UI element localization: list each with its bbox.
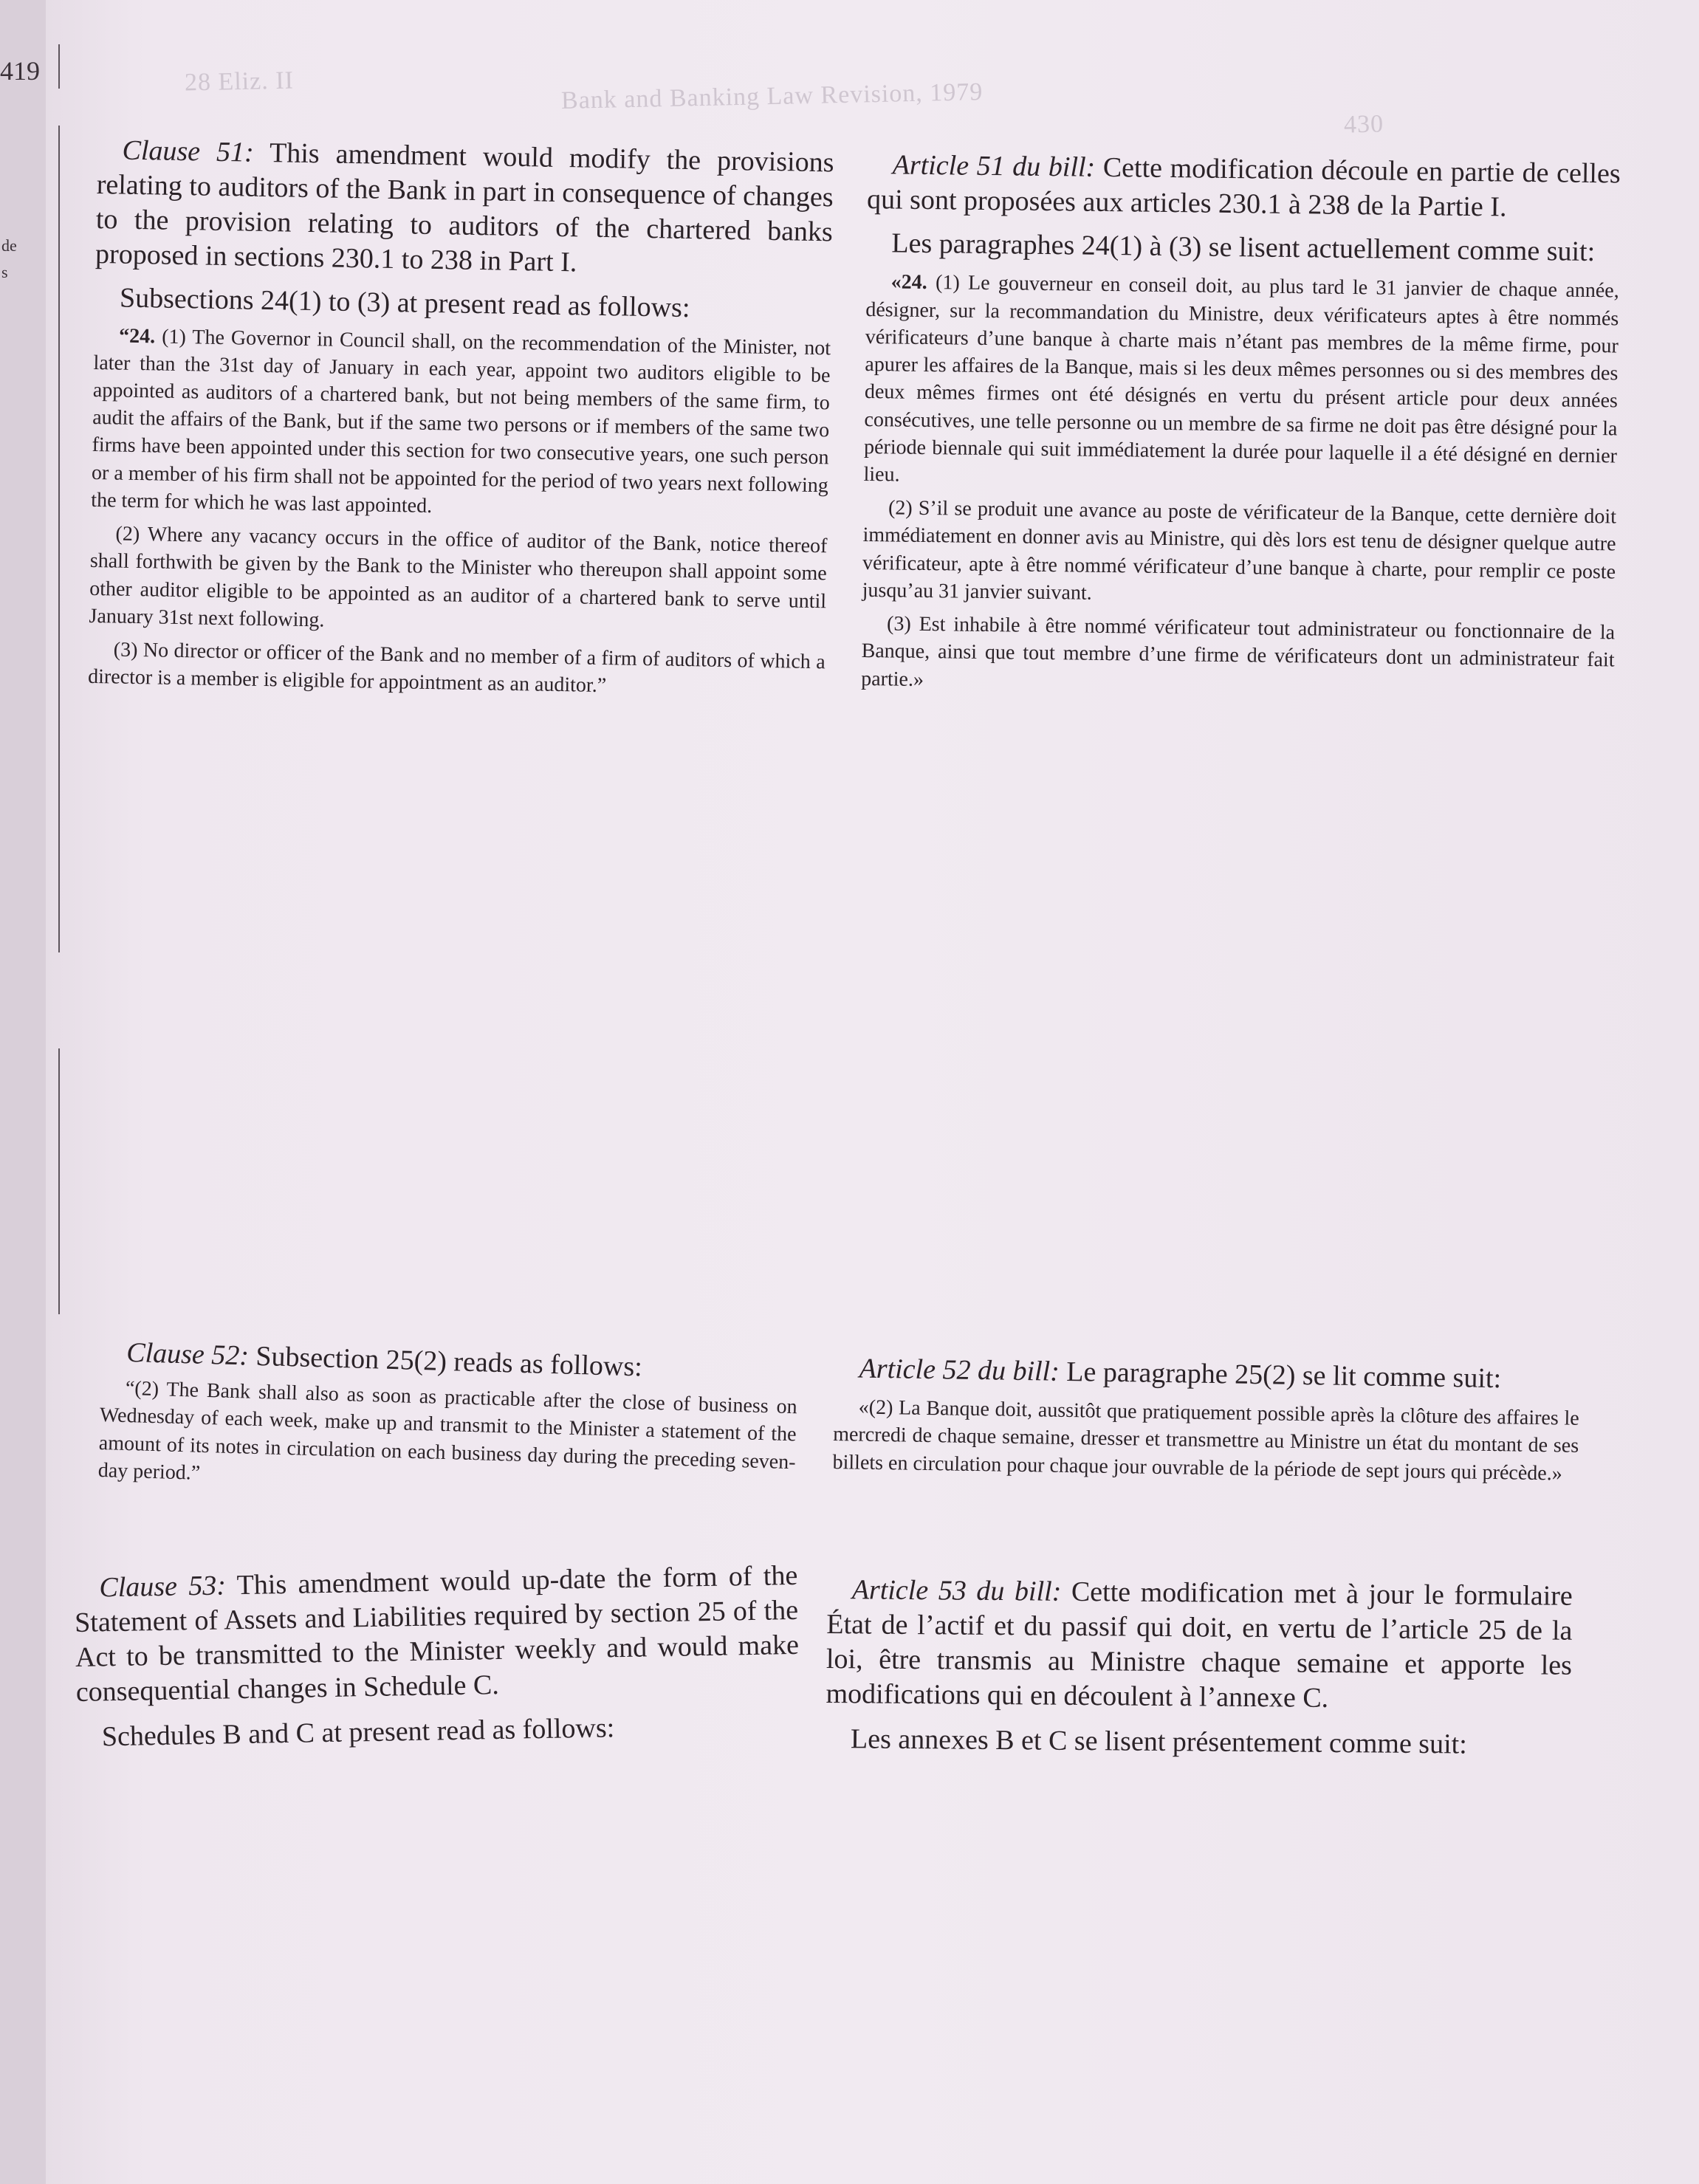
- clause-51-block: [88, 133, 834, 704]
- margin-fragment: s: [1, 263, 8, 281]
- running-head-right: 430: [1343, 110, 1384, 139]
- clause-51-label: Clause 51:: [122, 134, 255, 168]
- subsection-24-1: “24. (1) The Governor in Council shall, on the recommendation of the Minister, not later than the 31st day of January in each year, appoint two auditors eligible to be appointed as auditors of a chartered bank, but not being members of the same firm, to audit the affairs of the Bank, but if the same two persons or if members of the same two firms have been appointed under this section for two consecutive years, one such person or a member of his firm shall not be appointed for the period of two years next following the term for which he was last appointed.: [91, 324, 831, 518]
- article-52-label: Article 52 du bill:: [859, 1353, 1060, 1387]
- article-51-label: Article 51 du bill:: [892, 149, 1096, 183]
- page-edge-rule: [58, 44, 60, 89]
- clause-53-paragraph: Clause 53: This amendment would up-date the form of the Statement of Assets and Liabilities required by section 25 of the Act to be transmitted to the Minister weekly and would make consequential changes in Schedule C.: [74, 1559, 800, 1709]
- clause-52-quote: [97, 1374, 797, 1503]
- clause-52-block: [97, 1335, 798, 1503]
- paragraphe-24-1: «24. (1) Le gouverneur en conseil doit, au plus tard le 31 janvier de chaque année, désigner, sur la recommandation du Ministre, deux vérificateurs aptes à être nommés vérificateurs d’une banque à charte mais n’étant pas membres de la même firme, pour apurer les affaires de la Banque, mais si les deux mêmes personnes ou si des membres des deux mêmes firmes ont été désignés en vertu du présent article pour deux années consécutives, une telle personne ou un membre de sa firme ne doit pas être désigné pour la période biennale qui suit immédiatement la durée pour laquelle il a été désigné en dernier lieu.: [863, 270, 1619, 487]
- clause-51-quote: [88, 322, 831, 704]
- article-52-paragraph: Article 52 du bill: Le paragraphe 25(2) se lit comme suit:: [859, 1353, 1502, 1395]
- page-edge-rule: [58, 126, 60, 952]
- article-53-label: Article 53 du bill:: [851, 1574, 1062, 1607]
- clause-51-paragraph: Clause 51: This amendment would modify the provisions relating to auditors of the Bank in part in consequence of changes to the provision relating to auditors of the chartered banks proposed in sections 230.1 to 238 in Part I.: [95, 134, 834, 278]
- clause-53-block: [74, 1559, 800, 1756]
- article-51-block: [861, 148, 1621, 701]
- clause-51-intro: Subsections 24(1) to (3) at present read as follows:: [119, 283, 690, 324]
- clause-52-paragraph: Clause 52: Subsection 25(2) reads as follows:: [126, 1336, 643, 1383]
- paragraphe-24-3: (3) Est inhabile à être nommé vérificateur tout administrateur ou fonctionnaire de la Banque, ainsi que tout membre d’une firme de vérificateurs dont un administrateur fait partie.»: [861, 612, 1616, 691]
- margin-fragment: de: [1, 236, 17, 255]
- clause-53-intro: Schedules B and C at present read as follows:: [101, 1712, 615, 1753]
- clause-52-label: Clause 52:: [126, 1336, 250, 1372]
- subsection-25-2: “(2) The Bank shall also as soon as practicable after the close of business on Wednesday of each week, make up and transmit to the Minister a statement of the amount of its notes in circulation on each business day during the preceding seven-day period.”: [97, 1377, 798, 1485]
- running-head-center: Bank and Banking Law Revision, 1979: [560, 78, 984, 114]
- paragraphe-24-2: (2) S’il se produit une avance au poste de vérificateur de la Banque, cette dernière doit immédiatement en donner avis au Ministre, qui dès lors est tenu de désigner quelque autre vérificateur, apte à être nommé vérificateur d’une banque à charte, pour remplir ce poste jusqu’au 31 janvier suivant.: [862, 496, 1617, 605]
- margin-page-number: 419: [0, 56, 40, 86]
- article-52-block: [832, 1351, 1580, 1488]
- article-51-intro: Les paragraphes 24(1) à (3) se lisent actuellement comme suit:: [891, 227, 1596, 268]
- paragraphe-25-2: «(2) La Banque doit, aussitôt que pratiquement possible après la clôture des affaires le mercredi de chaque semaine, dresser et transmettre au Ministre un état du montant de ses billets en circulation pour chaque jour ouvrable de la période de sept jours qui précède.»: [832, 1395, 1579, 1486]
- clause-53-label: Clause 53:: [99, 1570, 227, 1604]
- article-53-intro: Les annexes B et C se lisent présentement comme suit:: [850, 1723, 1467, 1761]
- previous-page-edge: [0, 0, 47, 2184]
- article-52-quote: [832, 1393, 1579, 1488]
- running-head-left: 28 Eliz. II: [184, 66, 295, 97]
- page-edge-rule: [58, 1048, 60, 1314]
- subsection-24-2: (2) Where any vacancy occurs in the office of auditor of the Bank, notice thereof shall forthwith be given by the Bank to the Minister who thereupon shall appoint some other auditor eligible to be appointed as an auditor of a chartered bank to serve until January 31st next following.: [89, 522, 828, 632]
- article-53-paragraph: Article 53 du bill: Cette modification met à jour le formulaire État de l’actif et du passif qui doit, en vertu de l’article 25 de la loi, être transmis au Ministre chaque semaine et apporte les modifications qui en découlent à l’annexe C.: [826, 1574, 1573, 1714]
- article-53-block: [826, 1573, 1573, 1763]
- subsection-24-3: (3) No director or officer of the Bank and no member of a firm of auditors of which a director is a member is eligible for appointment as an auditor.”: [87, 638, 826, 698]
- article-51-paragraph: Article 51 du bill: Cette modification découle en partie de celles qui sont proposées aux articles 230.1 à 238 de la Partie I.: [866, 149, 1621, 223]
- article-51-quote: [861, 268, 1619, 701]
